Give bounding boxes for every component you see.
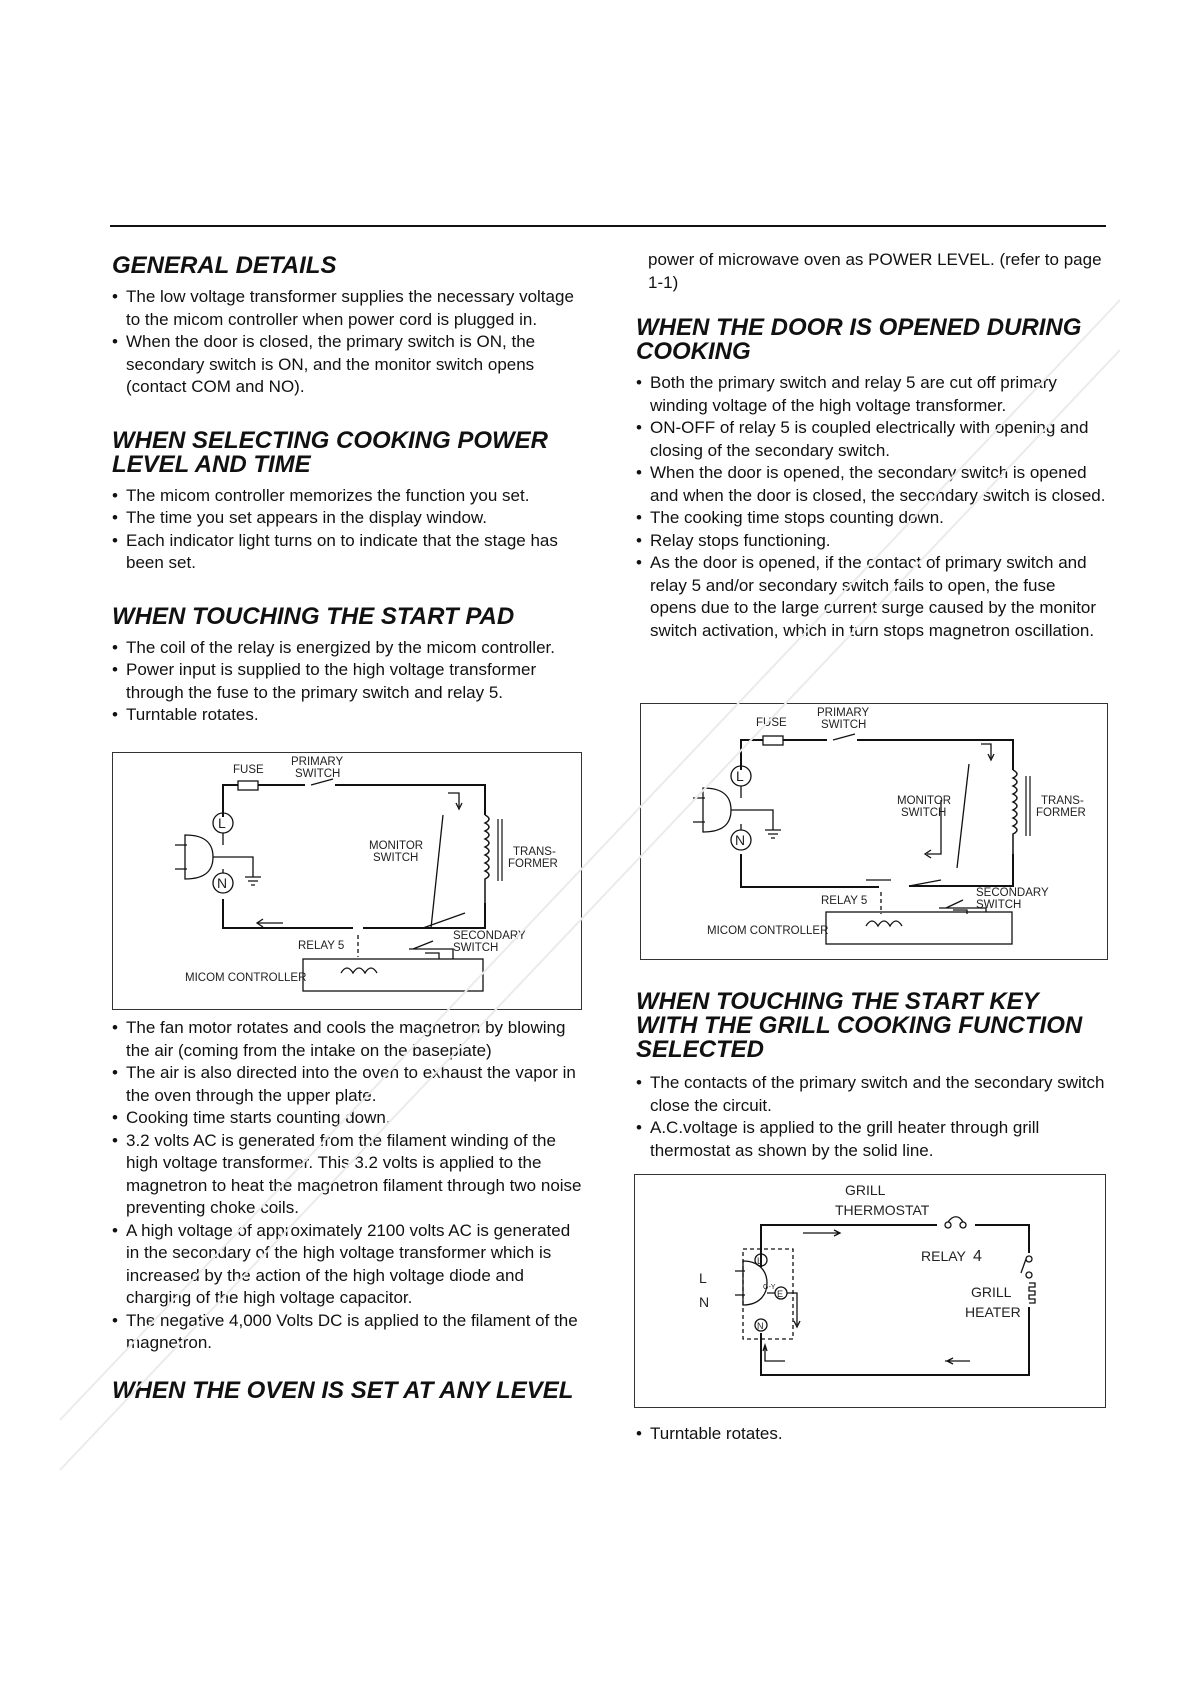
grill-list — [636, 1072, 1106, 1162]
circuit-svg — [113, 753, 581, 1009]
list-item: • The low voltage transformer supplies the necessary voltage to the micom controller when power cord is plugged in. — [112, 286, 582, 331]
list-item: • Cooking time starts counting down. — [112, 1107, 582, 1130]
list-item: • Relay stops functioning. — [636, 530, 1106, 553]
primary-switch-label-2: SWITCH — [295, 768, 341, 780]
circuit-svg — [641, 704, 1107, 959]
circuit-diagram-grill — [634, 1174, 1106, 1408]
continued-text: power of microwave oven as POWER LEVEL. (refer to page 1-1) — [648, 250, 1102, 292]
primary-switch-label-2: SWITCH — [821, 719, 867, 731]
transformer-label: TRANS- — [1041, 795, 1084, 807]
list-item: • The micom controller memorizes the function you set. — [112, 485, 582, 508]
list-item: • As the door is opened, if the contact of primary switch and relay 5 and/or secondary switch fails to open, the fuse opens due to the large current surge caused by the monitor switch activation, which in turn stops magnetron oscillation. — [636, 552, 1106, 642]
neutral-terminal-label: N — [735, 832, 746, 848]
neutral-terminal-label: N — [217, 875, 228, 891]
list-item: • The coil of the relay is energized by the micom controller. — [112, 637, 582, 660]
list-item: • Both the primary switch and relay 5 are cut off primary winding voltage of the high voltage transformer. — [636, 372, 1106, 417]
line-terminal-label: L — [736, 768, 744, 784]
list-item: • When the door is opened, the secondary switch is opened and when the door is closed, the secondary switch is closed. — [636, 462, 1106, 507]
left-column-continued — [112, 1017, 582, 1403]
monitor-switch-label-2: SWITCH — [901, 807, 947, 819]
micom-controller-label: MICOM CONTROLLER — [185, 972, 307, 984]
relay5-label: RELAY 5 — [298, 940, 345, 952]
line-terminal-label: L — [218, 815, 226, 831]
transformer-label: TRANS- — [513, 846, 556, 858]
secondary-switch-label: SECONDARY — [976, 887, 1049, 899]
header-rule — [110, 225, 1106, 227]
grill-thermostat-label-2: THERMOSTAT — [835, 1202, 930, 1218]
grill-after — [636, 1423, 1106, 1446]
right-column — [636, 249, 1106, 642]
relay4-label: RELAY — [921, 1248, 966, 1264]
general-details-list — [112, 286, 582, 399]
list-item: • The air is also directed into the oven to exhaust the vapor in the oven through the upper plate. — [112, 1062, 582, 1107]
transformer-label-2: FORMER — [1036, 807, 1086, 819]
fuse-label: FUSE — [233, 764, 264, 776]
start-pad-after-list — [112, 1017, 582, 1355]
circuit-diagram-door-opened — [640, 703, 1108, 960]
neutral-terminal-label: N — [699, 1294, 710, 1310]
grill-after-list — [636, 1423, 1106, 1446]
secondary-switch-label: SECONDARY — [453, 930, 526, 942]
transformer-label-2: FORMER — [508, 858, 558, 870]
grill-heater-label-2: HEATER — [965, 1304, 1021, 1320]
relay4-number: 4 — [973, 1248, 982, 1265]
list-item: • A.C.voltage is applied to the grill heater through grill thermostat as shown by the solid line. — [636, 1117, 1106, 1162]
door-opened-list — [636, 372, 1106, 642]
list-item: • The time you set appears in the display window. — [112, 507, 582, 530]
list-item: • Turntable rotates. — [636, 1423, 1106, 1446]
primary-switch-label: PRIMARY — [291, 756, 344, 768]
heading-general-details: GENERAL DETAILS — [112, 252, 337, 279]
list-item: • A high voltage of approximately 2100 volts AC is generated in the secondary of the high voltage transformer which is increased by the action of the high voltage diode and charging of the high voltage capacitor. — [112, 1220, 582, 1310]
list-item: • ON-OFF of relay 5 is coupled electrically with opening and closing of the secondary switch. — [636, 417, 1106, 462]
list-item: • When the door is closed, the primary switch is ON, the secondary switch is ON, and the monitor switch opens (contact COM and NO). — [112, 331, 582, 399]
line-terminal-label: L — [699, 1270, 707, 1286]
secondary-switch-label-2: SWITCH — [976, 899, 1022, 911]
left-column — [112, 254, 582, 727]
list-item: • Turntable rotates. — [112, 704, 582, 727]
list-item: • 3.2 volts AC is generated from the filament winding of the high voltage transformer. This 3.2 volts is applied to the magnetron to heat the magnetron filament through two noise preventing choke coils. — [112, 1130, 582, 1220]
primary-switch-label: PRIMARY — [817, 707, 870, 719]
list-item: • The cooking time stops counting down. — [636, 507, 1106, 530]
grill-heater-label: GRILL — [971, 1284, 1012, 1300]
line-terminal-circle-label: L — [757, 1256, 763, 1266]
grill-circuit-svg — [635, 1175, 1105, 1407]
selecting-list — [112, 485, 582, 575]
list-item: • Power input is supplied to the high voltage transformer through the fuse to the primary switch and relay 5. — [112, 659, 582, 704]
heading-grill-cooking: WHEN TOUCHING THE START KEY WITH THE GRILL COOKING FUNCTION SELECTED — [636, 988, 1083, 1063]
neutral-terminal-circle-label: N — [757, 1321, 764, 1331]
micom-controller-label: MICOM CONTROLLER — [707, 925, 829, 937]
relay5-label: RELAY 5 — [821, 895, 868, 907]
circuit-diagram-start-pad — [112, 752, 582, 1010]
heading-start-pad: WHEN TOUCHING THE START PAD — [112, 602, 515, 630]
earth-terminal-label: E — [777, 1289, 784, 1299]
start-pad-list — [112, 637, 582, 727]
fuse-label: FUSE — [756, 717, 787, 729]
list-item: • Each indicator light turns on to indicate that the stage has been set. — [112, 530, 582, 575]
list-item: • The fan motor rotates and cools the magnetron by blowing the air (coming from the intake on the baseplate) — [112, 1017, 582, 1062]
secondary-switch-label-2: SWITCH — [453, 942, 499, 954]
heading-door-opened: WHEN THE DOOR IS OPENED DURING COOKING — [636, 314, 1082, 365]
monitor-switch-label: MONITOR — [369, 840, 424, 852]
heading-selecting-power: WHEN SELECTING COOKING POWER LEVEL AND TIME — [112, 426, 549, 478]
heading-any-level: WHEN THE OVEN IS SET AT ANY LEVEL — [112, 1376, 574, 1404]
monitor-switch-label: MONITOR — [897, 795, 952, 807]
monitor-switch-label-2: SWITCH — [373, 852, 419, 864]
grill-thermostat-label: GRILL — [845, 1182, 886, 1198]
list-item: • The contacts of the primary switch and the secondary switch close the circuit. — [636, 1072, 1106, 1117]
earth-wire-label: G-Y — [763, 1284, 776, 1291]
grill-section — [636, 990, 1106, 1162]
list-item: • The negative 4,000 Volts DC is applied to the filament of the magnetron. — [112, 1310, 582, 1355]
